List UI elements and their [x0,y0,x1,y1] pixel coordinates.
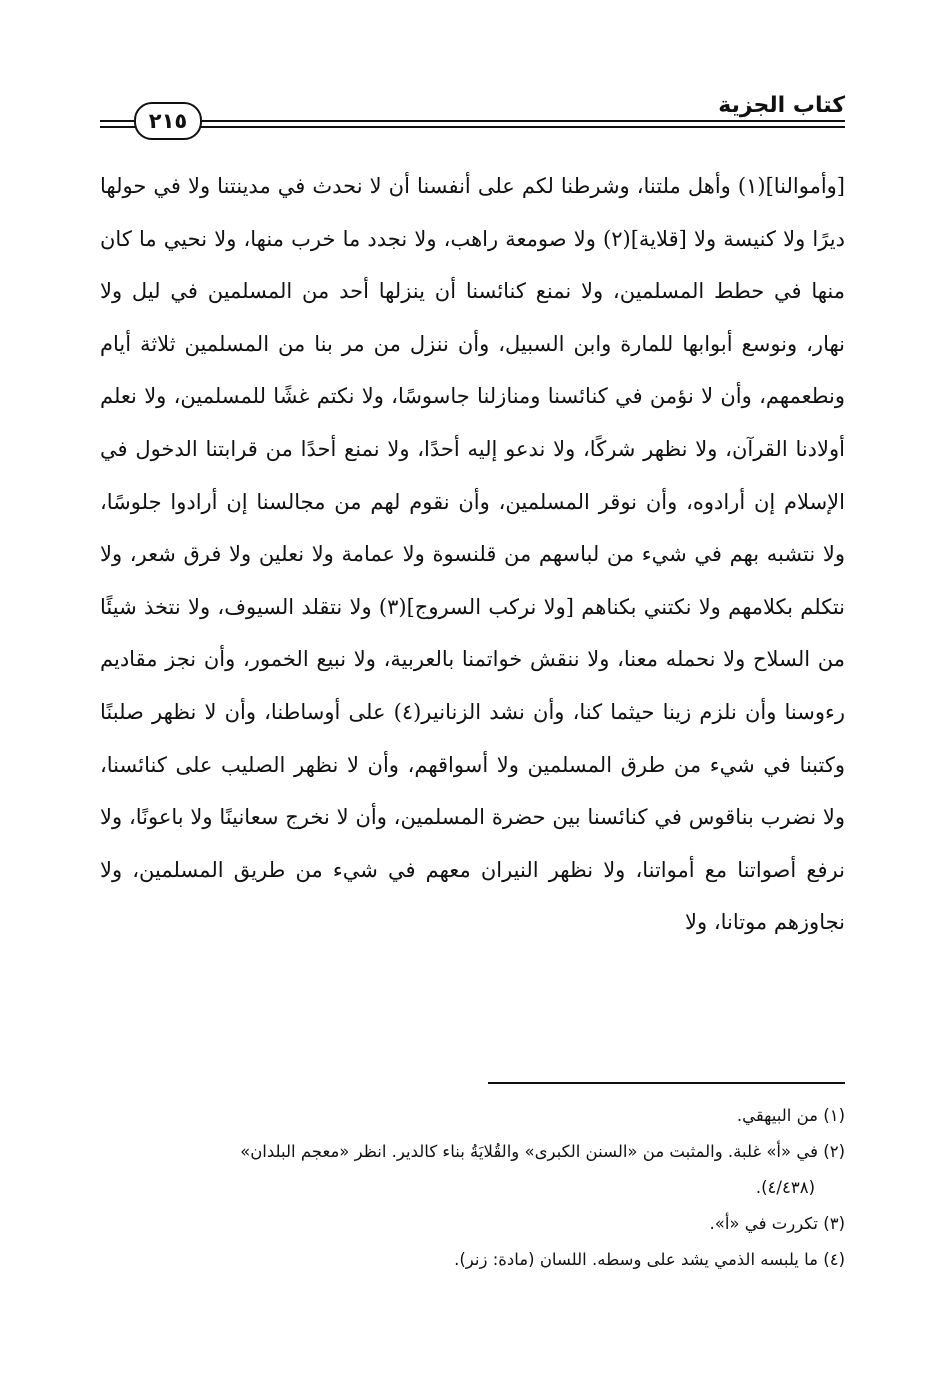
footnote-4: (٤) ما يلبسه الذمي يشد على وسطه. اللسان (مادة: زنر). [454,1250,845,1269]
header-rule-top [100,120,845,122]
footnote-2: (٢) في «أ» غلبة. والمثبت من «السنن الكبرى» والقُلايَةُ بناء كالدير. انظر «معجم البلدان» [240,1142,845,1161]
header-rule-bottom [100,126,845,128]
page-number: ٢١٥ [134,102,202,140]
chapter-title: كتاب الجزية [718,93,845,118]
footnote-3: (٣) تكررت في «أ». [709,1214,845,1233]
footnote-separator [488,1082,845,1084]
page-header [100,92,845,142]
footnotes [100,1098,845,1278]
main-text: [وأموالنا](١) وأهل ملتنا، وشرطنا لكم على أنفسنا أن لا نحدث في مدينتنا ولا في حولها ديرًا ولا كنيسة ولا [قلاية](٢) ولا صومعة راهب، ولا نجدد ما خرب منها، ولا نحيي ما كان منها في حطط المسلمين، ولا نمنع كنائسنا أن ينزلها أحد من المسلمين في ليل ولا نهار، ونوسع أبوابها للمارة وابن السبيل، وأن ننزل من مر بنا من المسلمين ثلاثة أيام ونطعمهم، وأن لا نؤمن في كنائسنا ومنازلنا جاسوسًا، ولا نكتم غشًا للمسلمين، ولا نعلم أولادنا القرآن، ولا نظهر شركًا، ولا ندعو إليه أحدًا، ولا نمنع أحدًا من قرابتنا الدخول في الإسلام إن أرادوه، وأن نوقر المسلمين، وأن نقوم لهم من مجالسنا إن أرادوا جلوسًا، ولا نتشبه بهم في شيء من لباسهم من قلنسوة ولا عمامة ولا نعلين ولا فرق شعر، ولا نتكلم بكلامهم ولا نكتني بكناهم [ولا نركب السروج](٣) ولا نتقلد السيوف، ولا نتخذ شيئًا من السلاح ولا نحمله معنا، ولا ننقش خواتمنا بالعربية، ولا نبيع الخمور، وأن نجز مقاديم رءوسنا وأن نلزم زينا حيثما كنا، وأن نشد الزنانير(٤) على أوساطنا، وأن لا نظهر صلبنًا وكتبنا في شيء من طرق المسلمين ولا أسواقهم، وأن لا نظهر الصليب على كنائسنا، ولا نضرب بناقوس في كنائسنا بين حضرة المسلمين، وأن لا نخرج سعانينًا ولا باعونًا، ولا نرفع أصواتنا مع أمواتنا، ولا نظهر النيران معهم في شيء من طريق المسلمين، ولا نجاوزهم موتانا، ولا [100,174,846,935]
footnote-2-continuation: (٤/٤٣٨). [755,1178,815,1197]
footnote-1: (١) من البيهقي. [736,1106,845,1125]
